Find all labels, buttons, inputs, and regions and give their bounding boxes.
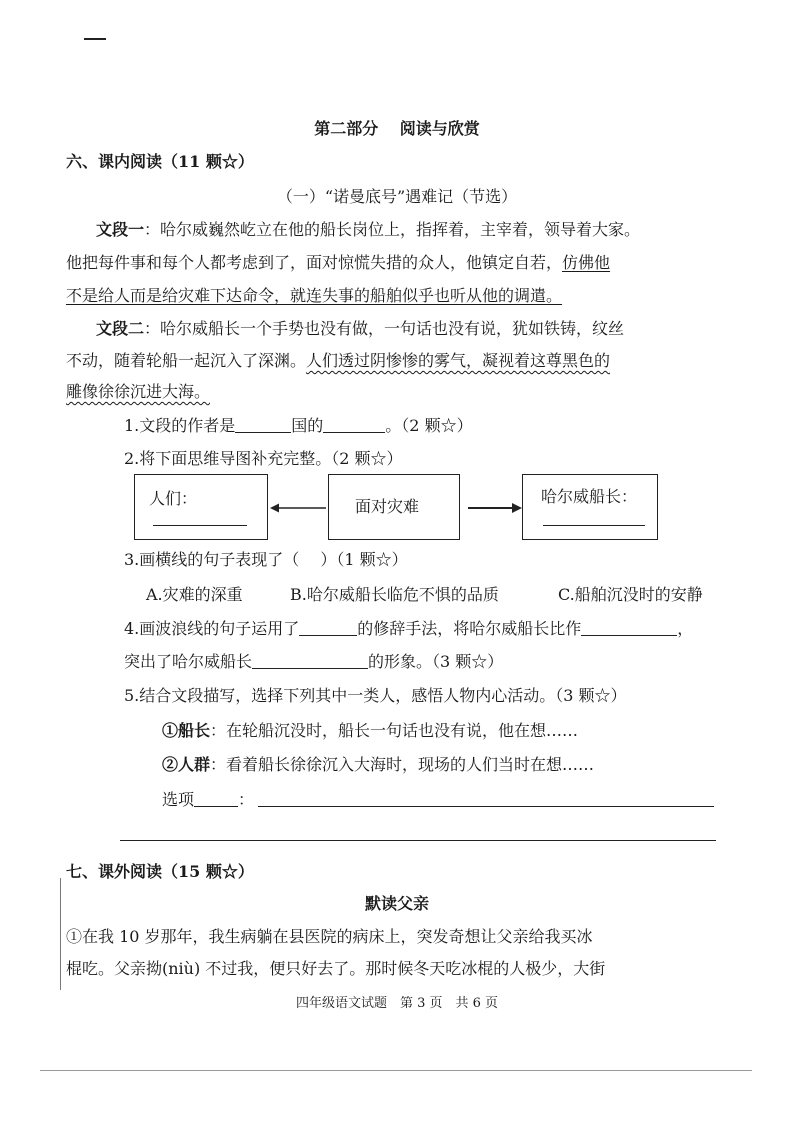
scan-bottom-line [40,1070,752,1071]
passage2-line2: 不动，随着轮船一起沉入了深渊。人们透过阴惨惨的雾气，凝视着这尊黑色的 [66,351,611,370]
mindmap-box-people [134,474,268,540]
passage2-line1: 文段二：哈尔威船长一个手势也没有做，一句话也没有说，犹如铁铸，纹丝 [96,319,625,338]
passage1-line2: 他把每件事和每个人都考虑到了，面对惊慌失措的众人，他镇定自若，仿佛他 [66,253,611,272]
question-5: 5.结合文段描写，选择下列其中一类人，感悟人物内心活动。（3 颗☆） [124,686,627,705]
scan-mark [84,38,106,40]
q1-blank-country[interactable] [235,416,291,433]
question-3: 3.画横线的句子表现了（ ）（1 颗☆） [124,550,408,569]
q4-blank-compared-to[interactable] [581,619,677,636]
passage2-label: 文段二 [96,319,145,338]
box-center-label: 面对灾难 [355,497,420,516]
box-captain-blank[interactable] [543,525,645,526]
q1-blank-author[interactable] [323,416,385,433]
q4-blank-rhetoric[interactable] [299,619,357,636]
passage1-line1: 文段一：哈尔威巍然屹立在他的船长岗位上，指挥着，主宰着，领导着大家。 [96,220,641,239]
section-title: 第二部分 阅读与欣赏 [314,119,480,138]
underlined-sentence-part2: 不是给人而是给灾难下达命令，就连失事的船舶似乎也听从他的调遣。 [66,286,563,305]
q5-option-captain[interactable]: ①船长：在轮船沉没时，船长一句话也没有说，他在想…… [162,721,579,740]
q3-option-c[interactable]: C.船舶沉没时的安静 [558,585,703,604]
part6-heading: 六、课内阅读（11 颗☆） [66,152,254,171]
q4-blank-image[interactable] [252,652,368,669]
question-2: 2.将下面思维导图补充完整。（2 颗☆） [124,449,403,468]
box-people-blank[interactable] [153,525,247,526]
q5-choice-blank[interactable] [194,790,238,807]
mindmap-box-captain [522,474,658,540]
question-4-line1: 4.画波浪线的句子运用了 的修辞手法，将哈尔威船长比作 ， [124,619,694,638]
page-footer: 四年级语文试题 第 3 页 共 6 页 [295,996,499,1011]
article-line2: 棍吃。父亲拗(niù) 不过我，便只好去了。那时候冬天吃冰棍的人极少，大街 [66,959,606,978]
passage1-label: 文段一 [96,220,145,239]
question-1: 1.文段的作者是 国的 。（2 颗☆） [124,416,473,435]
q5-answer-line-1[interactable] [258,806,714,807]
article-title: 默读父亲 [364,894,429,913]
q5-choice-row: 选项 ： [162,790,255,809]
passage-subtitle: （一）“诺曼底号”遇难记（节选） [276,187,518,206]
q5-answer-line-2[interactable] [120,840,716,841]
box-people-label: 人们： [149,489,198,508]
underlined-sentence-part1: 仿佛他 [562,253,611,272]
arrow-right-icon [468,502,522,514]
q3-option-a[interactable]: A.灾难的深重 [146,585,243,604]
wavy-sentence-part2: 雕像徐徐沉进大海。 [66,382,211,401]
q3-option-b[interactable]: B.哈尔威船长临危不惧的品质 [290,585,499,604]
question-4-line2: 突出了哈尔威船长 的形象。（3 颗☆） [124,652,504,671]
q5-option-crowd[interactable]: ②人群：看着船长徐徐沉入大海时，现场的人们当时在想…… [162,755,595,774]
mindmap-box-center [328,474,460,540]
box-captain-label: 哈尔威船长： [541,487,638,506]
arrow-left-icon [270,502,328,514]
part7-heading: 七、课外阅读（15 颗☆） [66,862,254,881]
article-line1: ①在我 10 岁那年，我生病躺在县医院的病床上，突发奇想让父亲给我买冰 [66,927,593,946]
wavy-sentence-part1: 人们透过阴惨惨的雾气，凝视着这尊黑色的 [306,351,611,370]
